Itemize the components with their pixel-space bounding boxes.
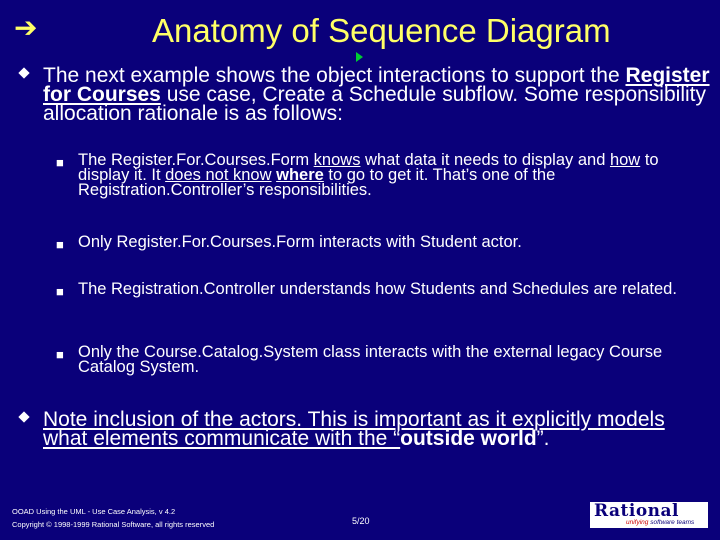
square-bullet-icon: ■ bbox=[56, 237, 64, 252]
sub-bullet-1 bbox=[56, 153, 711, 198]
rational-logo: Rational unifying software teams bbox=[590, 502, 708, 528]
sub-bullet-1-text: The Register.For.Courses.Form knows what data it needs to display and how to display it. It does not know where to go to get it. That’s one of the Registration.Controller’s responsibilities. bbox=[78, 151, 659, 199]
diamond-bullet-icon bbox=[18, 67, 29, 78]
slide-title: Anatomy of Sequence Diagram bbox=[152, 12, 611, 49]
play-marker-icon bbox=[356, 52, 363, 62]
main-bullet-1 bbox=[20, 66, 710, 123]
square-bullet-icon: ■ bbox=[56, 284, 64, 299]
sub-bullet-3 bbox=[56, 282, 711, 297]
footer-copyright: OOAD Using the UML - Use Case Analysis, v 4.2 Copyright © 1998-1999 Rational Software, all rights reserved bbox=[12, 507, 215, 529]
sub-bullet-2-text: Only Register.For.Courses.Form interacts with Student actor. bbox=[78, 233, 522, 251]
use-case-name: Register for Courses bbox=[43, 64, 710, 106]
square-bullet-icon: ■ bbox=[56, 347, 64, 362]
sub-bullet-4 bbox=[56, 345, 711, 375]
sub-bullet-3-text: The Registration.Controller understands how Students and Schedules are related. bbox=[78, 280, 677, 298]
arrow-icon: ➔ bbox=[14, 12, 38, 43]
page-number: 5/20 bbox=[352, 516, 370, 526]
square-bullet-icon: ■ bbox=[56, 155, 64, 170]
sub-bullet-4-text: Only the Course.Catalog.System class interacts with the external legacy Course Catalog System. bbox=[78, 343, 663, 376]
diamond-bullet-icon bbox=[18, 411, 29, 422]
main-bullet-2-text: Note inclusion of the actors. This is important as it explicitly models what elements communicate with the “outside world”. bbox=[43, 408, 665, 450]
main-bullet-2 bbox=[20, 410, 710, 448]
main-bullet-1-text: The next example shows the object interactions to support the Register for Courses use case, Create a Schedule subflow. Some responsibility allocation rationale is as follows: bbox=[43, 64, 710, 125]
sub-bullet-2 bbox=[56, 235, 711, 250]
